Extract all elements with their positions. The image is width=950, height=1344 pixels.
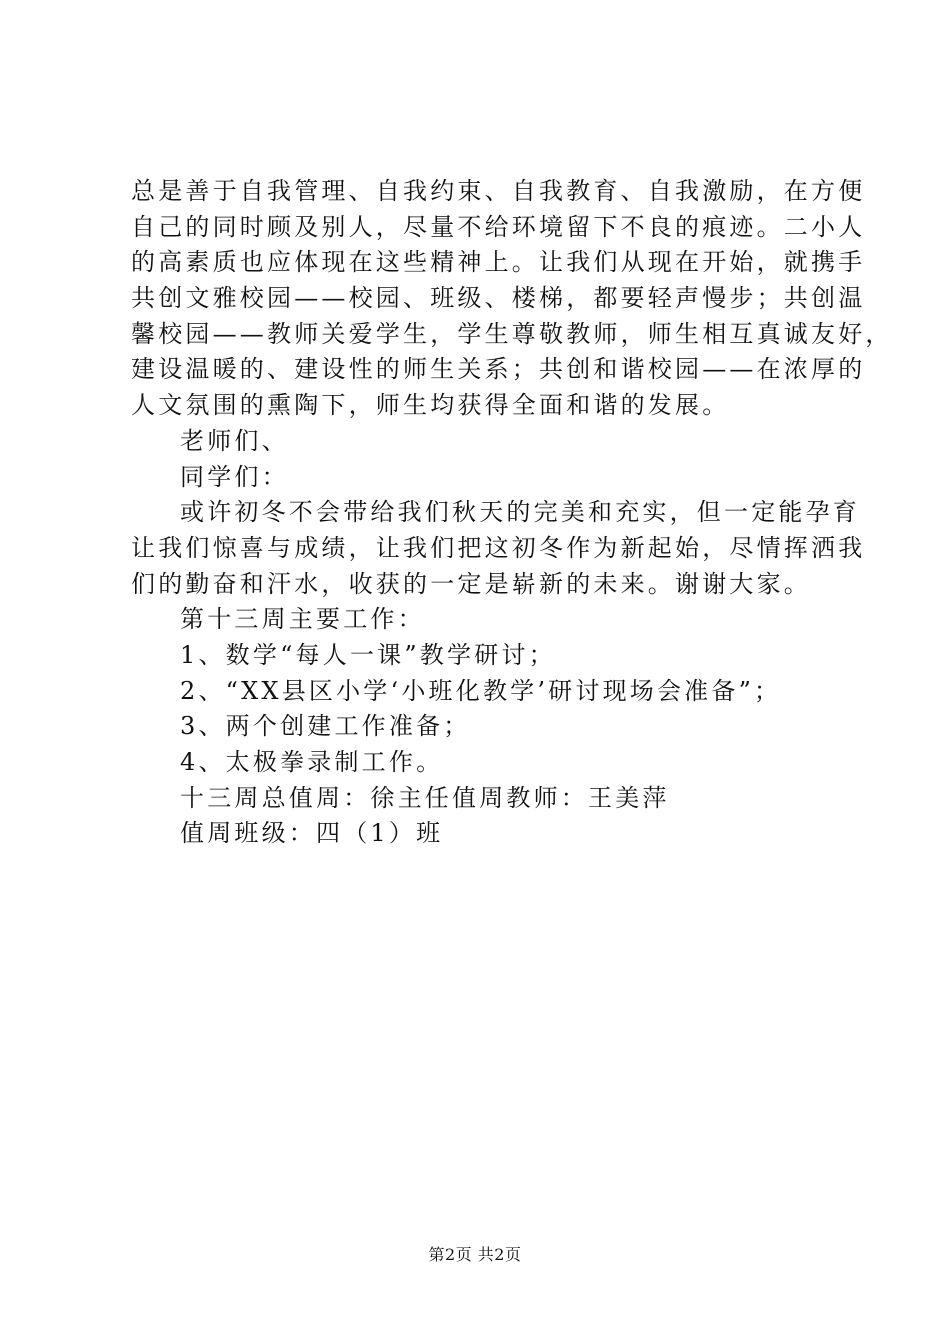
- duty-staff-line: 十三周总值周：徐主任值周教师：王美萍: [180, 783, 670, 812]
- paragraph-line: 或许初冬不会带给我们秋天的完美和充实，但一定能孕育: [180, 498, 860, 527]
- paragraph-line: 让我们惊喜与成绩，让我们把这初冬作为新起始，尽情挥洒我: [131, 533, 866, 562]
- work-list-heading: 第十三周主要工作：: [180, 605, 425, 634]
- paragraph-line: 的高素质也应体现在这些精神上。让我们从现在开始，就携手: [131, 248, 866, 277]
- paragraph-line: 们的勤奋和汗水，收获的一定是崭新的未来。谢谢大家。: [131, 569, 811, 598]
- paragraph-line: 共创文雅校园——校园、班级、楼梯，都要轻声慢步；共创温: [131, 284, 866, 313]
- salutation-students: 同学们：: [180, 462, 289, 491]
- paragraph-line: 人文氛围的熏陶下，师生均获得全面和谐的发展。: [131, 391, 730, 420]
- salutation-teachers: 老师们、: [180, 426, 289, 455]
- page-number-footer: 第2页 共2页: [428, 1245, 522, 1264]
- duty-class-line: 值周班级：四（1）班: [180, 819, 444, 848]
- paragraph-line: 总是善于自我管理、自我约束、自我教育、自我激励，在方便: [131, 177, 866, 205]
- paragraph-line: 馨校园——教师关爱学生，学生尊敬教师，师生相互真诚友好，: [131, 319, 893, 348]
- work-list-item: 2、“XX县区小学‘小班化教学’研讨现场会准备”；: [180, 676, 782, 705]
- work-list-item: 3、两个创建工作准备；: [180, 712, 471, 741]
- work-list-item: 1、数学“每人一课”教学研讨；: [180, 640, 556, 669]
- document-body: [131, 174, 893, 852]
- paragraph-line: 建设温暖的、建设性的师生关系；共创和谐校园——在浓厚的: [131, 355, 866, 384]
- paragraph-line: 自己的同时顾及别人，尽量不给环境留下不良的痕迹。二小人: [131, 212, 866, 241]
- work-list-item: 4、太极拳录制工作。: [180, 748, 444, 776]
